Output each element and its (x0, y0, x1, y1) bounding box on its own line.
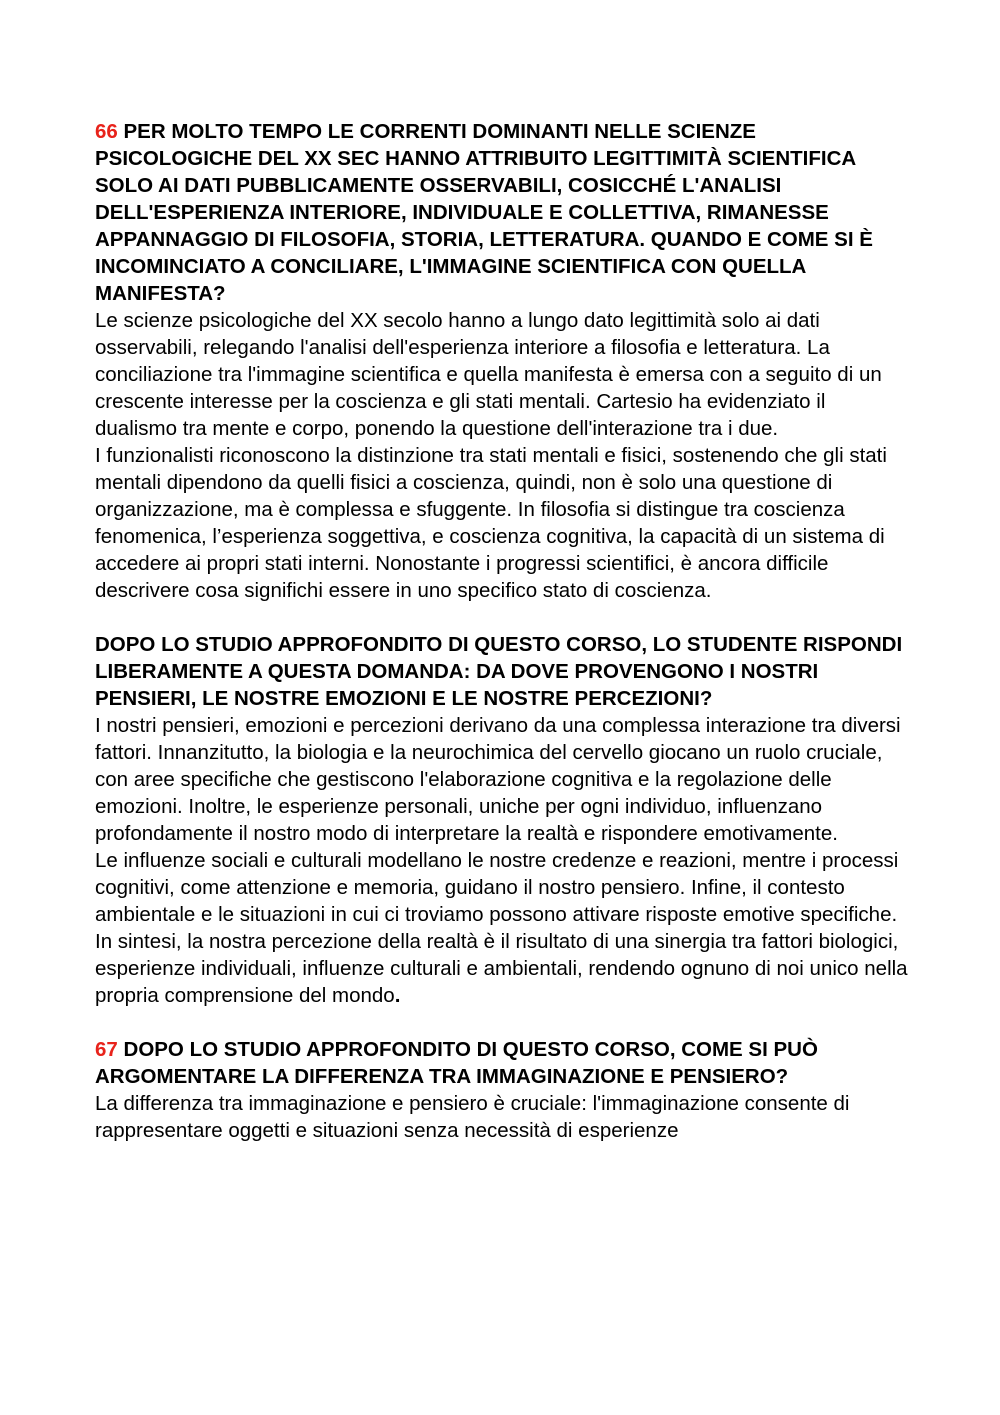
document-page (95, 118, 910, 1144)
section-unnumbered (95, 631, 910, 1009)
question-heading (95, 631, 910, 712)
question-text: DOPO LO STUDIO APPROFONDITO DI QUESTO CORSO, LO STUDENTE RISPONDI LIBERAMENTE A QUESTA DOMANDA: DA DOVE PROVENGONO I NOSTRI PENSIERI, LE NOSTRE EMOZIONI E LE NOSTRE PERCEZIONI? (95, 633, 903, 710)
question-number: 67 (95, 1038, 118, 1061)
answer-paragraph: Le scienze psicologiche del XX secolo hanno a lungo dato legittimità solo ai dati osservabili, relegando l'analisi dell'esperienza interiore a filosofia e letteratura. La conciliazione tra l'immagine scientifica e quella manifesta è emersa con a seguito di un crescente interesse per la coscienza e gli stati mentali. Cartesio ha evidenziato il dualismo tra mente e corpo, ponendo la questione dell'interazione tra i due. (95, 309, 882, 440)
section-spacer (95, 604, 910, 631)
question-heading (95, 118, 910, 307)
question-number: 66 (95, 120, 118, 143)
section-67 (95, 1036, 910, 1144)
question-heading (95, 1036, 910, 1090)
answer-paragraph: La differenza tra immaginazione e pensiero è cruciale: l'immaginazione consente di rappresentare oggetti e situazioni senza necessità di esperienze (95, 1092, 850, 1142)
question-text: DOPO LO STUDIO APPROFONDITO DI QUESTO CORSO, COME SI PUÒ ARGOMENTARE LA DIFFERENZA TRA IMMAGINAZIONE E PENSIERO? (95, 1038, 818, 1088)
section-66 (95, 118, 910, 604)
answer-text: Le influenze sociali e culturali modellano le nostre credenze e reazioni, mentre i processi cognitivi, come attenzione e memoria, guidano il nostro pensiero. Infine, il contesto ambientale e le situazioni in cui ci troviamo possono attivare risposte emotive specifiche. In sintesi, la nostra percezione della realtà è il risultato di una sinergia tra fattori biologici, esperienze individuali, influenze culturali e ambientali, rendendo ognuno di noi unico nella propria comprensione del mondo (95, 849, 908, 1007)
answer-paragraph (95, 847, 910, 1009)
answer-paragraph: I nostri pensieri, emozioni e percezioni derivano da una complessa interazione tra diversi fattori. Innanzitutto, la biologia e la neurochimica del cervello giocano un ruolo cruciale, con aree specifiche che gestiscono l'elaborazione cognitiva e la regolazione delle emozioni. Inoltre, le esperienze personali, uniche per ogni individuo, influenzano profondamente il nostro modo di interpretare la realtà e rispondere emotivamente. (95, 714, 901, 845)
answer-end-period: . (394, 984, 401, 1007)
question-text: PER MOLTO TEMPO LE CORRENTI DOMINANTI NELLE SCIENZE PSICOLOGICHE DEL XX SEC HANNO ATTRIBUITO LEGITTIMITÀ SCIENTIFICA SOLO AI DATI PUBBLICAMENTE OSSERVABILI, COSICCHÉ L'ANALISI DELL'ESPERIENZA INTERIORE, INDIVIDUALE E COLLETTIVA, RIMANESSE APPANNAGGIO DI FILOSOFIA, STORIA, LETTERATURA. QUANDO E COME SI È INCOMINCIATO A CONCILIARE, L'IMMAGINE SCIENTIFICA CON QUELLA MANIFESTA? (95, 120, 873, 305)
section-spacer (95, 1009, 910, 1036)
answer-paragraph: I funzionalisti riconoscono la distinzione tra stati mentali e fisici, sostenendo che gli stati mentali dipendono da quelli fisici a coscienza, quindi, non è solo una questione di organizzazione, ma è complessa e sfuggente. In filosofia si distingue tra coscienza fenomenica, l’esperienza soggettiva, e coscienza cognitiva, la capacità di un sistema di accedere ai propri stati interni. Nonostante i progressi scientifici, è ancora difficile descrivere cosa significhi essere in uno specifico stato di coscienza. (95, 444, 887, 602)
